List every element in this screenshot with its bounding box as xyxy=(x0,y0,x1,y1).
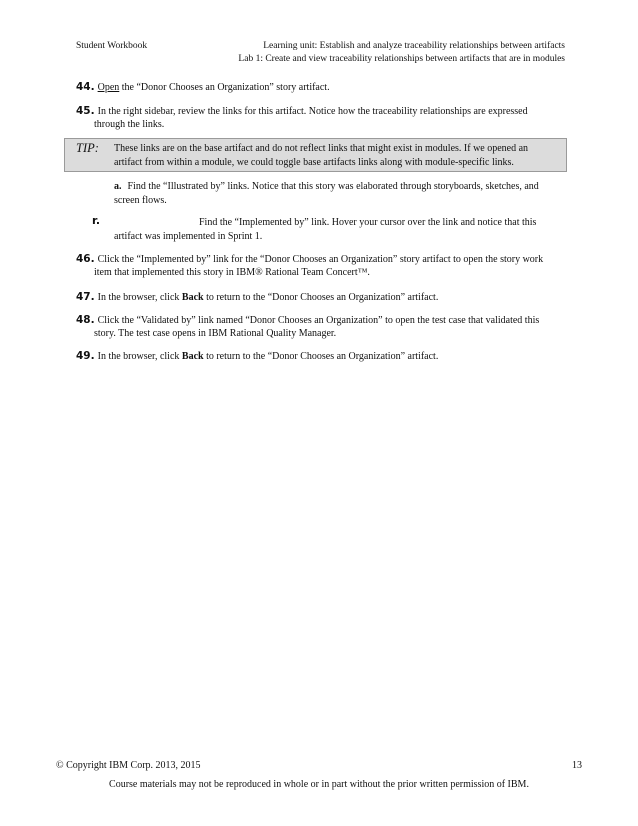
step-text-line1: Click the “Implemented by” link for the “Donor Chooses an Organization” story artifact to open the story work xyxy=(97,254,544,265)
step-number: 44. xyxy=(76,81,95,93)
step-48 xyxy=(76,313,539,328)
substep-a-line2: screen flows. xyxy=(114,195,167,206)
step-number: 49. xyxy=(76,350,95,362)
tip-text-line2: artifact from within a module, we could toggle base artifacts links along with module-specific links. xyxy=(114,157,514,168)
step-number: 46. xyxy=(76,253,95,265)
step-44 xyxy=(76,80,330,95)
substep-r-line1: Find the “Implemented by” link. Hover your cursor over the link and notice that this xyxy=(199,217,537,228)
step-text-line1: In the right sidebar, review the links for this artifact. Notice how the traceability relationships are expressed xyxy=(97,106,528,117)
substep-label: a. xyxy=(114,181,122,192)
step-46 xyxy=(76,252,543,267)
step-text: the “Donor Chooses an Organization” story artifact. xyxy=(119,82,330,93)
substep-a xyxy=(114,180,539,194)
header-workbook-title: Student Workbook xyxy=(76,41,148,51)
step-45 xyxy=(76,104,528,119)
header-learning-unit: Learning unit: Establish and analyze traceability relationships between artifacts xyxy=(263,41,565,51)
tip-label: TIP: xyxy=(76,141,99,155)
step-46-line2: item that implemented this story in IBM® Rational Team Concert™. xyxy=(94,267,370,278)
substep-text-line1: Find the “Illustrated by” links. Notice that this story was elaborated through storyboards, sketches, and xyxy=(127,181,539,192)
open-link[interactable]: Open xyxy=(97,82,120,93)
step-45-line2: through the links. xyxy=(94,119,165,130)
step-47 xyxy=(76,290,438,305)
back-label: Back xyxy=(181,292,204,303)
back-label: Back xyxy=(181,351,204,362)
step-text-pre: In the browser, click xyxy=(97,351,182,362)
step-text-post: to return to the “Donor Chooses an Organization” artifact. xyxy=(203,292,439,303)
step-number: 47. xyxy=(76,291,95,303)
footer-page-number: 13 xyxy=(572,760,582,771)
substep-r-label: r. xyxy=(92,214,101,227)
footer-copyright: © Copyright IBM Corp. 2013, 2015 xyxy=(56,760,201,771)
step-text-post: to return to the “Donor Chooses an Organization” artifact. xyxy=(203,351,439,362)
substep-r-line2: artifact was implemented in Sprint 1. xyxy=(114,231,263,242)
tip-text-line1: These links are on the base artifact and do not reflect links that might exist in modules. If we opened an xyxy=(114,143,529,154)
step-text-line1: Click the “Validated by” link named “Donor Chooses an Organization” to open the test case that validated this xyxy=(97,315,540,326)
step-49 xyxy=(76,349,438,364)
step-number: 48. xyxy=(76,314,95,326)
step-text-pre: In the browser, click xyxy=(97,292,182,303)
step-number: 45. xyxy=(76,105,95,117)
step-48-line2: story. The test case opens in IBM Rational Quality Manager. xyxy=(94,328,337,339)
footer-notice: Course materials may not be reproduced in whole or in part without the prior written permission of IBM. xyxy=(109,779,529,790)
header-lab-title: Lab 1: Create and view traceability relationships between artifacts that are in modules xyxy=(238,54,565,64)
